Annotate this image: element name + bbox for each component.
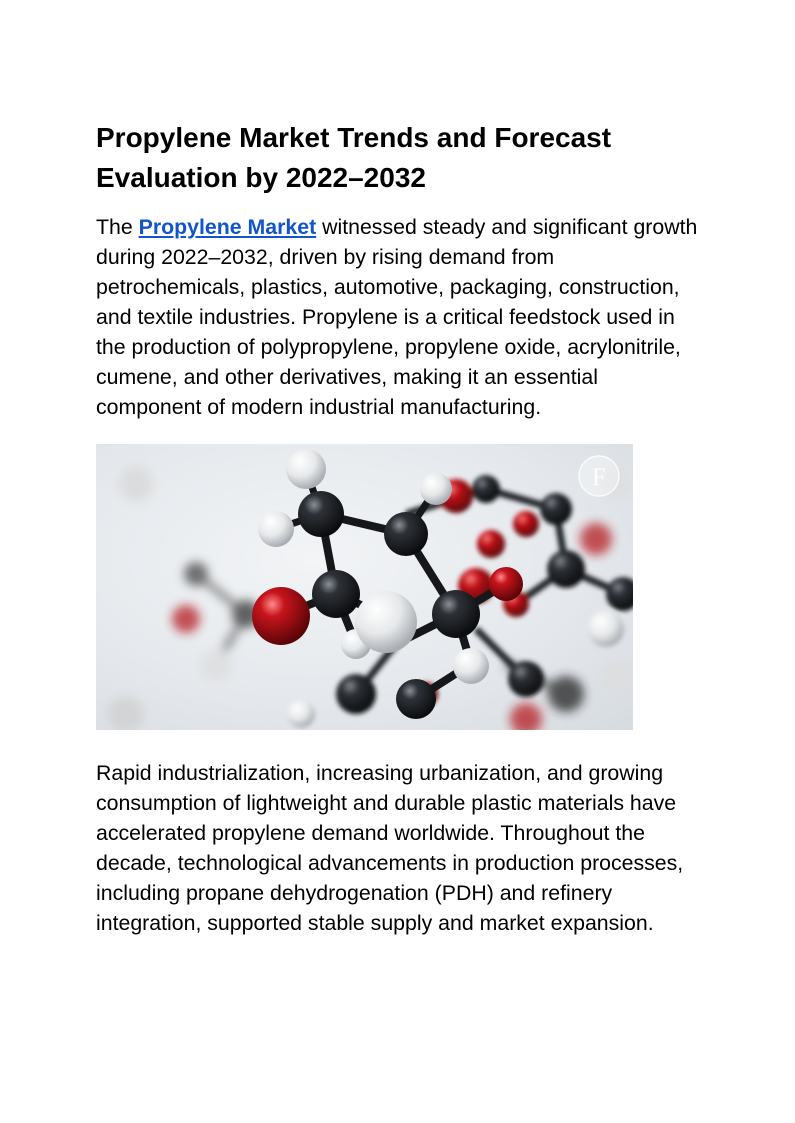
body-paragraph: Rapid industrialization, increasing urbanization, and growing consumption of lightweight and durable plastic materials have accelerated propylene demand worldwide. Throughout the decade, technological advancements in production processes, including propane dehydrogenation (PDH) and refinery integration, supported stable supply and market expansion. (96, 761, 684, 935)
molecule-image (96, 444, 633, 730)
article (96, 118, 706, 938)
intro-paragraph (96, 212, 701, 422)
propylene-market-link[interactable]: Propylene Market (138, 215, 317, 239)
watermark-logo (579, 456, 619, 496)
intro-text-after-link: witnessed steady and significant growth during 2022–2032, driven by rising demand from petrochemicals, plastics, automotive, packaging, construction, and textile industries. Propylene is a critical feedstock used in the production of polypropylene, propylene oxide, acrylonitrile, cumene, and other derivatives, making it an essential component of modern industrial manufacturing. (96, 215, 698, 419)
watermark-letter: F (592, 464, 606, 491)
article-title: Propylene Market Trends and Forecast Evaluation by 2022–2032 (96, 122, 612, 193)
intro-text-before-link: The (96, 215, 139, 239)
